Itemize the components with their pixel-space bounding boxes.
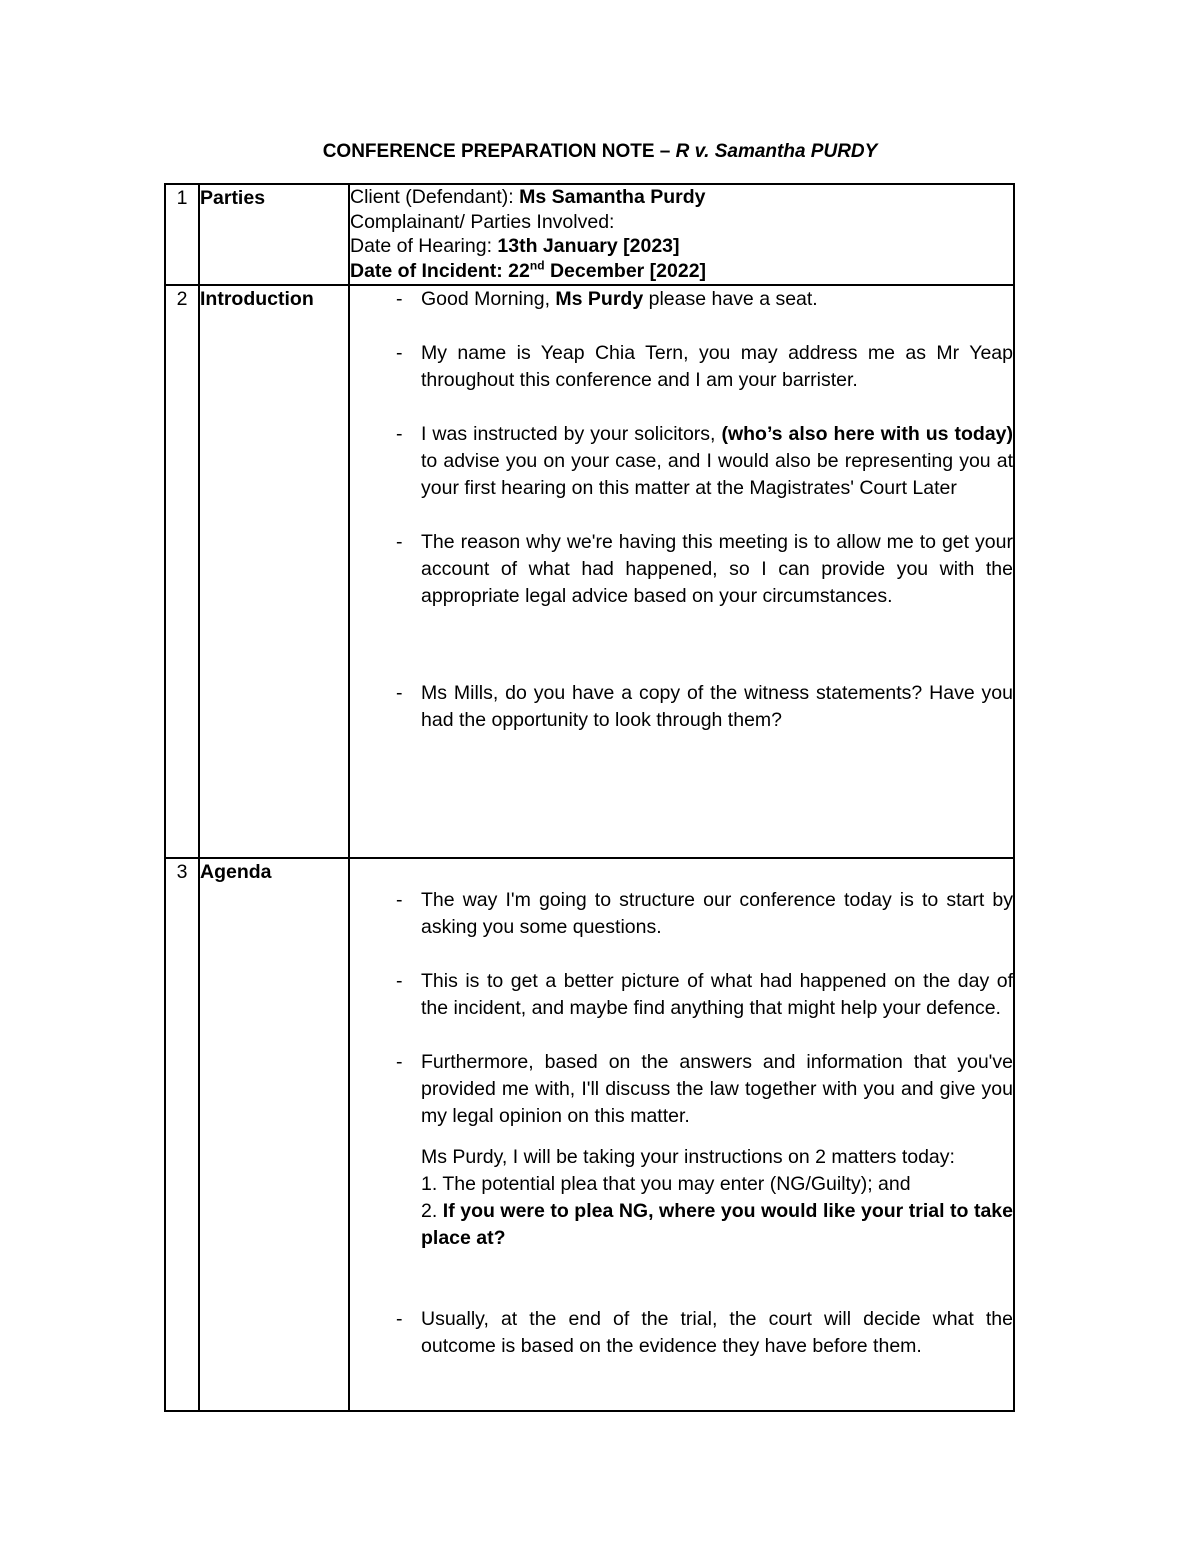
client-name: Ms Samantha Purdy: [519, 186, 706, 208]
row-heading-agenda: Agenda: [199, 858, 349, 1411]
instruction-item-2: 2. If you were to plea NG, where you would like your trial to take place at?: [421, 1200, 1014, 1249]
title-main: CONFERENCE PREPARATION NOTE –: [322, 141, 676, 162]
parties-content: [349, 184, 1014, 285]
row-number: 3: [165, 858, 199, 1411]
list-item: - Usually, at the end of the trial, the court will decide what the outcome is based on the evidence they have before them.: [350, 1306, 1013, 1360]
instructions-intro: Ms Purdy, I will be taking your instructions on 2 matters today:: [421, 1146, 955, 1168]
agenda-list: [350, 887, 1013, 1130]
instruction-item-1: 1. The potential plea that you may enter (NG/Guilty); and: [421, 1173, 911, 1195]
row-number: 2: [165, 285, 199, 858]
list-item: - Good Morning, Ms Purdy please have a seat.: [350, 286, 1013, 313]
client-line: Client (Defendant): Ms Samantha Purdy: [350, 186, 706, 208]
list-item: - Ms Mills, do you have a copy of the witness statements? Have you had the opportunity to look through them?: [350, 680, 1013, 734]
row-heading-introduction: Introduction: [199, 285, 349, 858]
table-row: [165, 858, 1014, 1411]
list-item: - The reason why we're having this meeting is to allow me to get your account of what had happened, so I can provide you with the appropriate legal advice based on your circumstances.: [350, 529, 1013, 610]
row-number: 1: [165, 184, 199, 285]
list-item: - I was instructed by your solicitors, (who’s also here with us today) to advise you on your case, and I would also be representing you at your first hearing on this matter at the Magistrates' Court Later: [350, 421, 1013, 502]
list-item: - The way I'm going to structure our conference today is to start by asking you some questions.: [350, 887, 1013, 941]
row-heading-parties: Parties: [199, 184, 349, 285]
table-row: [165, 285, 1014, 858]
list-item: - My name is Yeap Chia Tern, you may address me as Mr Yeap throughout this conference and I am your barrister.: [350, 340, 1013, 394]
hearing-date: 13th January [2023]: [497, 235, 680, 257]
agenda-content: [349, 858, 1014, 1411]
introduction-content: [349, 285, 1014, 858]
hearing-line: Date of Hearing: 13th January [2023]: [350, 235, 680, 257]
introduction-list: [350, 286, 1013, 734]
complainant-line: Complainant/ Parties Involved:: [350, 210, 615, 233]
title-case-name: R v. Samantha PURDY: [675, 141, 878, 162]
document-title: [0, 141, 1200, 163]
agenda-list-end: [350, 1306, 1013, 1360]
list-item: - This is to get a better picture of what had happened on the day of the incident, and maybe find anything that might help your defence.: [350, 968, 1013, 1022]
incident-line: Date of Incident: 22nd December [2022]: [350, 258, 707, 282]
conference-note-table: [164, 183, 1015, 1412]
list-item: - Furthermore, based on the answers and information that you've provided me with, I'll discuss the law together with you and give you my legal opinion on this matter.: [350, 1049, 1013, 1130]
table-row: [165, 184, 1014, 285]
